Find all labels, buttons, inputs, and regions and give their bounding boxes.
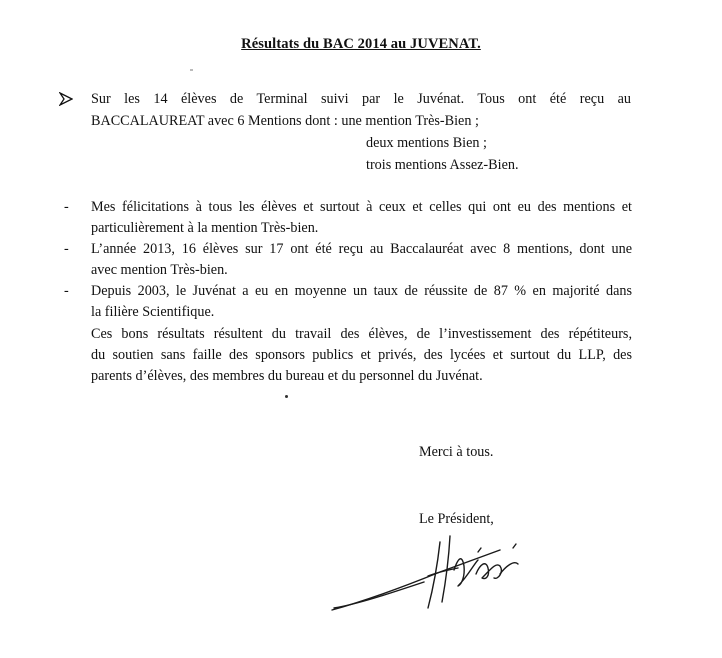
document-title: Résultats du BAC 2014 au JUVENAT. — [241, 36, 481, 52]
handwritten-signature — [328, 530, 528, 620]
bullet-3-line-1: Depuis 2003, le Juvénat a eu en moyenne un taux de réussite de 87 % en majorité dans — [91, 283, 632, 299]
bullet-1-line-2: particulièrement à la mention Très-bien. — [91, 220, 319, 236]
scan-mark — [190, 69, 193, 71]
bullet-3-line-2: la filière Scientifique. — [91, 304, 215, 320]
bullet-1-line-1: Mes félicitations à tous les élèves et surtout à ceux et celles qui ont eu des mentions et — [91, 199, 632, 215]
bullet-dash-1: - — [64, 199, 69, 215]
bullet-2-line-1: L’année 2013, 16 élèves sur 17 ont été reçu au Baccalauréat avec 8 mentions, dont une — [91, 241, 632, 257]
closing-text: Merci à tous. — [419, 444, 494, 460]
bullet-3-line-3: Ces bons résultats résultent du travail des élèves, de l’investissement des répétiteurs, — [91, 326, 632, 342]
stray-mark — [285, 395, 288, 398]
intro-line-2: BACCALAUREAT avec 6 Mentions dont : une mention Très-Bien ; — [91, 113, 479, 129]
signatory-title: Le Président, — [419, 511, 494, 527]
bullet-dash-2: - — [64, 241, 69, 257]
bullet-3-line-4: du soutien sans faille des sponsors publics et privés, des lycées et surtout du LLP, des — [91, 347, 632, 363]
bullet-3-line-5: parents d’élèves, des membres du bureau et du personnel du Juvénat. — [91, 368, 483, 384]
intro-line-1: Sur les 14 élèves de Terminal suivi par le Juvénat. Tous ont été reçu au — [91, 91, 631, 107]
intro-line-4: trois mentions Assez-Bien. — [366, 157, 519, 173]
intro-line-3: deux mentions Bien ; — [366, 135, 487, 151]
bullet-2-line-2: avec mention Très-bien. — [91, 262, 228, 278]
bullet-dash-3: - — [64, 283, 69, 299]
arrowhead-bullet-icon — [59, 92, 73, 106]
